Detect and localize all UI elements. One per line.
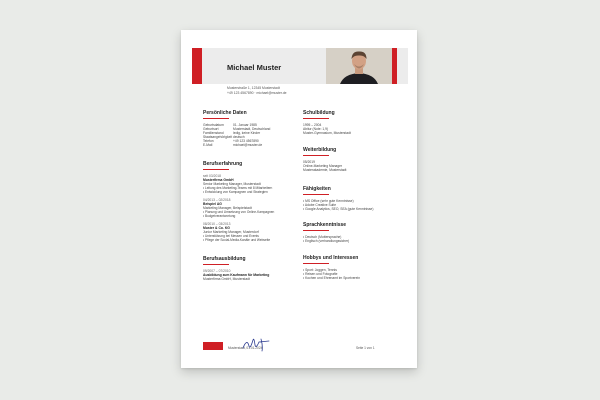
entry-company: Ausbildung zum Kaufmann für Marketing <box>203 272 270 277</box>
personal-key: Geburtsdatum <box>203 123 224 127</box>
school-line: Muster-Gymnasium, Musterstadt <box>303 131 351 136</box>
section-title: Persönliche Daten <box>203 110 247 116</box>
entry-bullet: • Budgetverantwortung <box>203 213 236 218</box>
entry-role: Senior Marketing Manager, Musterstadt <box>203 181 261 186</box>
section-rule <box>303 230 329 231</box>
personal-key: Geburtsort <box>203 127 219 132</box>
section-title: Fähigkeiten <box>303 185 331 192</box>
entry-company: Beispiel AG <box>203 201 222 206</box>
right-column <box>303 110 403 280</box>
entry-date: 08/2010 – 03/2013 <box>203 221 231 226</box>
section-school <box>303 110 403 135</box>
entry-role: Musterfirma GmbH, Musterstadt <box>203 276 250 281</box>
section-title: Berufsausbildung <box>203 255 246 262</box>
page-number: Seite 1 von 1 <box>356 346 375 350</box>
entry-company: Muster & Co. KG <box>203 225 230 230</box>
entry-bullet: • Leitung des Marketing-Teams mit 8 Mitarbeitern <box>203 185 273 190</box>
entry-role: Marketing Manager, Beispielstadt <box>203 205 252 210</box>
personal-value: michael@muster.de <box>233 143 263 148</box>
entry-company: Musterfirma GmbH <box>203 177 234 182</box>
section-further <box>303 147 403 172</box>
section-experience <box>203 161 299 242</box>
experience-entry <box>203 198 299 218</box>
place-date: Musterstadt, 01.01.2024 <box>228 346 263 350</box>
hobby-item: • Sport: Joggen, Tennis <box>303 268 337 273</box>
section-rule <box>303 118 329 119</box>
entry-date: 09/2007 – 07/2010 <box>203 268 231 273</box>
section-hobbies <box>303 255 403 280</box>
footer-accent-block <box>203 342 223 350</box>
section-title: Schulbildung <box>303 110 335 116</box>
section-skills <box>303 186 403 211</box>
skill-item: • MS Office (sehr gute Kenntnisse) <box>303 198 354 203</box>
section-title: Weiterbildung <box>303 147 337 154</box>
section-training <box>203 256 299 281</box>
applicant-name: Michael Muster <box>227 63 282 72</box>
accent-right-block <box>392 48 397 84</box>
left-column <box>203 110 299 285</box>
personal-value: ledig, keine Kinder <box>233 131 261 136</box>
contact-info <box>227 86 287 96</box>
contact-line: Musterstraße 1, 12345 Musterstadt <box>227 86 280 90</box>
further-line: 05/2019 <box>303 160 315 165</box>
section-title: Berufserfahrung <box>203 160 243 167</box>
personal-key: Staatsangehörigkeit <box>203 135 233 140</box>
language-item: • Englisch (verhandlungssicher) <box>303 238 350 243</box>
section-rule <box>203 169 229 170</box>
training-entry <box>203 269 299 281</box>
experience-entry <box>203 174 299 194</box>
section-personal <box>203 110 299 148</box>
section-title: Sprachkenntnisse <box>303 221 347 228</box>
personal-key: E-Mail <box>203 143 213 148</box>
resume-page <box>181 30 417 368</box>
section-languages <box>303 222 403 243</box>
entry-date: seit 03/2018 <box>203 173 221 178</box>
skill-item: • Adobe Creative Suite <box>303 202 337 207</box>
personal-value: Musterstadt, Deutschland <box>233 127 271 132</box>
section-rule <box>303 155 329 156</box>
personal-value: +49 123 4567890 <box>233 139 259 144</box>
language-item: • Deutsch (Muttersprache) <box>303 234 342 239</box>
section-rule <box>303 194 329 195</box>
entry-bullet: • Pflege der Social-Media-Kanäle und Webseite <box>203 237 271 242</box>
entry-date: 04/2013 – 02/2018 <box>203 197 231 202</box>
entry-bullet: • Unterstützung bei Messen und Events <box>203 233 259 238</box>
section-rule <box>203 264 229 265</box>
section-title: Hobbys und Interessen <box>303 255 359 262</box>
entry-role: Junior Marketing Manager, Musterdorf <box>203 229 259 234</box>
signature-image <box>241 336 275 352</box>
hobby-item: • Reisen und Fotografie <box>303 272 338 277</box>
hobby-item: • Kochen und Ehrenamt im Sportverein <box>303 276 361 281</box>
personal-key: Telefon <box>203 139 214 144</box>
profile-photo <box>326 48 392 84</box>
contact-line: +49 123 4567890 · michael@muster.de <box>227 91 287 95</box>
entry-bullet: • Planung und Umsetzung von Online-Kampagnen <box>203 209 275 214</box>
experience-entry <box>203 222 299 242</box>
section-rule <box>203 118 229 119</box>
personal-value: deutsch <box>233 135 245 140</box>
skill-item: • Google Analytics, SEO, SEA (gute Kenntnisse) <box>303 206 374 211</box>
section-rule <box>303 263 329 264</box>
accent-block <box>192 48 202 84</box>
school-line: Abitur (Note: 1,9) <box>303 127 329 132</box>
further-line: Musterakademie, Musterstadt <box>303 168 347 173</box>
further-line: Online-Marketing Manager <box>303 164 343 169</box>
school-line: 1995 – 2004 <box>303 123 322 127</box>
entry-bullet: • Entwicklung von Kampagnen und Strategien <box>203 189 268 194</box>
personal-key: Familienstand <box>203 131 224 136</box>
personal-value: 01. Januar 1985 <box>233 123 257 127</box>
